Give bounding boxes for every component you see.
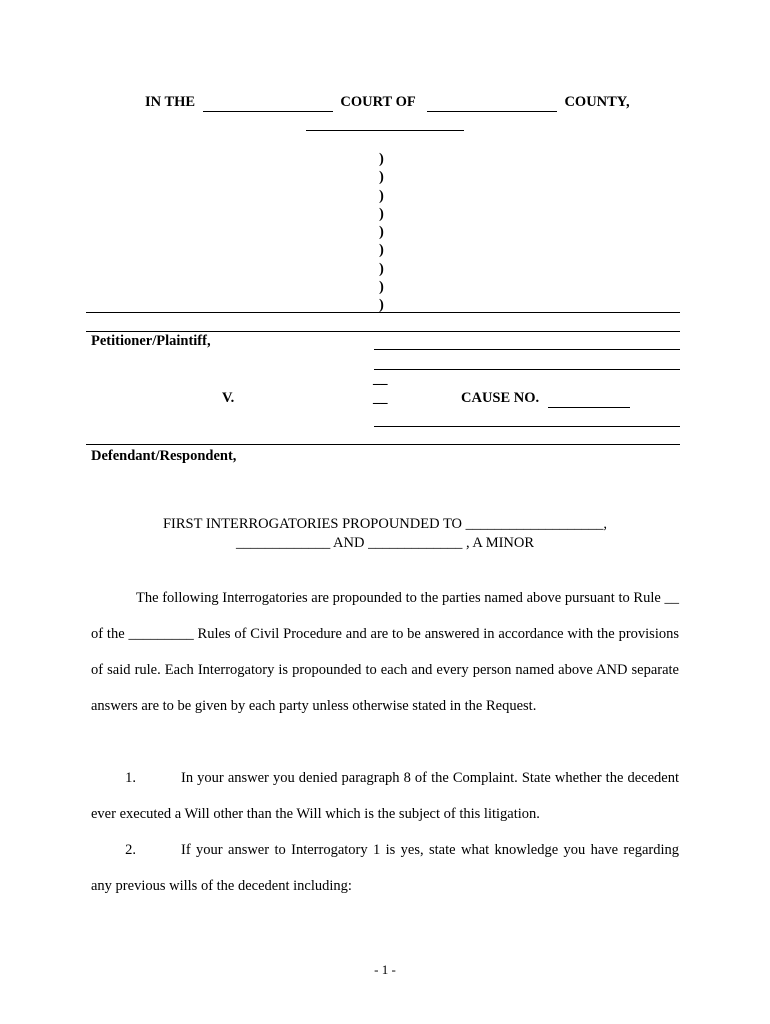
- title-line-1: FIRST INTERROGATORIES PROPOUNDED TO ___________________,: [162, 516, 608, 532]
- cause-number-line: [461, 390, 630, 408]
- dash-mark-2: __: [373, 390, 388, 406]
- paren: ): [379, 151, 384, 167]
- page-number: - 1 -: [374, 962, 396, 977]
- paren: ): [379, 297, 384, 314]
- caption-line: [145, 94, 630, 112]
- title-line-2: _____________ AND _____________ , A MINOR: [235, 535, 535, 551]
- cause-no-blank[interactable]: [548, 390, 630, 408]
- paren: ): [379, 260, 384, 277]
- rule-bottom: [86, 444, 680, 445]
- caption-parens: [379, 150, 384, 315]
- paren: ): [379, 169, 384, 186]
- dash-mark-1: __: [373, 371, 388, 387]
- interrogatory-1: [91, 760, 679, 832]
- petitioner-label: Petitioner/Plaintiff,: [91, 333, 211, 349]
- paren: ): [379, 242, 384, 259]
- caption-county: COUNTY,: [564, 94, 630, 110]
- paren: ): [379, 187, 384, 204]
- document-title: [91, 515, 679, 553]
- paren: ): [379, 279, 384, 296]
- rule-2: [86, 331, 680, 332]
- right-blank-3[interactable]: [374, 426, 680, 427]
- paren: ): [379, 224, 384, 241]
- interrogatory-2: [91, 832, 679, 904]
- item-number: 2.: [125, 842, 136, 858]
- intro-text: The following Interrogatories are propounded to the parties named above pursuant to Rule __ of the _________ Rules of Civil Procedure and are to be answered in accordance with the provisions of said rule. Each Interrogatory is propounded to each and every person named above AND separate answers are to be given by each party unless otherwise stated in the Request.: [91, 590, 679, 714]
- defendant-label: Defendant/Respondent,: [91, 448, 237, 464]
- court-name-blank[interactable]: [427, 94, 557, 112]
- item-text: In your answer you denied paragraph 8 of the Complaint. State whether the decedent ever executed a Will other than the Will which is the subject of this litigation.: [91, 770, 679, 822]
- court-blank[interactable]: [203, 94, 333, 112]
- caption-in-the: IN THE: [145, 94, 196, 110]
- right-blank-2[interactable]: [374, 369, 680, 370]
- rule-top: [86, 312, 680, 313]
- cause-no-label: CAUSE NO.: [461, 390, 540, 406]
- caption-court-of: COURT OF: [340, 94, 416, 110]
- item-text: If your answer to Interrogatory 1 is yes, state what knowledge you have regarding any previous wills of the decedent including:: [91, 842, 679, 894]
- intro-paragraph: [91, 580, 679, 724]
- versus-label: V.: [222, 390, 235, 406]
- county-name-blank[interactable]: [306, 130, 464, 131]
- paren: ): [379, 205, 384, 222]
- right-blank-1[interactable]: [374, 349, 680, 350]
- item-number: 1.: [125, 770, 136, 786]
